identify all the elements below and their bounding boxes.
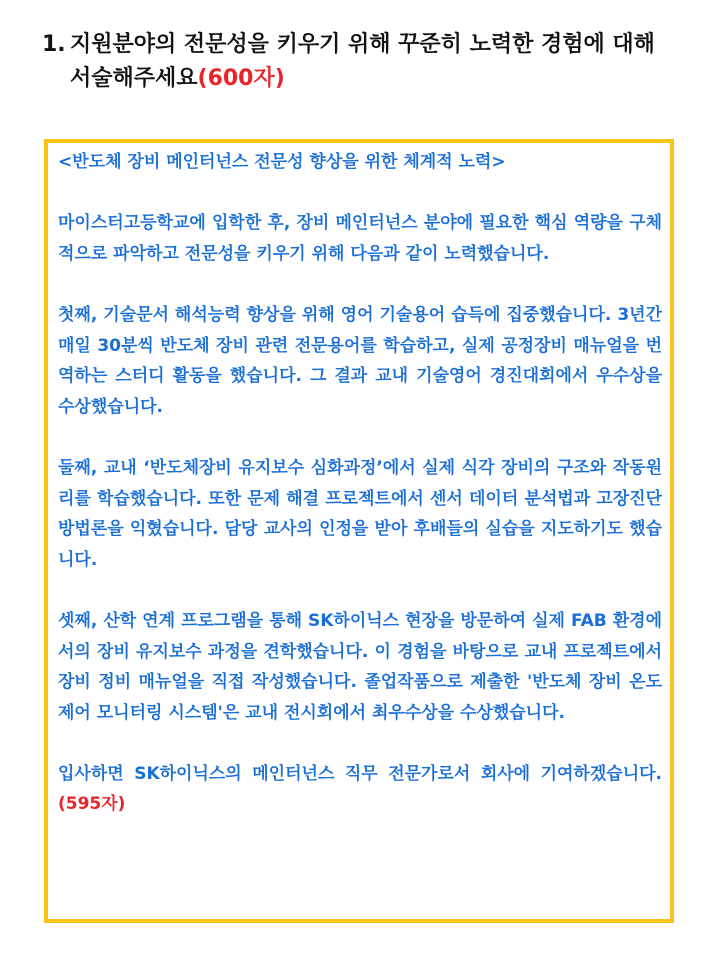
answer-heading: <반도체 장비 메인터넌스 전문성 향상을 위한 체계적 노력> <box>58 152 506 172</box>
question-number: 1. <box>42 32 66 57</box>
answer-closing-text: 입사하면 SK하이닉스의 메인터넌스 직무 전문가로서 회사에 기여하겠습니다. <box>58 763 662 784</box>
character-count: (595자) <box>58 794 126 815</box>
question-line-2-wrap <box>42 62 692 96</box>
answer-intro-paragraph: 마이스터고등학교에 입학한 후, 장비 메인터넌스 분야에 필요한 핵심 역량을 구체적으로 파악하고 전문성을 키우기 위해 다음과 같이 노력했습니다. <box>58 213 662 264</box>
question-title <box>42 28 692 96</box>
question-line-2: 서술해주세요 <box>70 66 198 91</box>
answer-first-paragraph: 첫째, 기술문서 해석능력 향상을 위해 영어 기술용어 습득에 집중했습니다. 3년간 매일 30분씩 반도체 장비 관련 전문용어를 학습하고, 실제 공정장비 매뉴얼을 번역하는 스터디 활동을 했습니다. 그 결과 교내 기술영어 경진대회에서 우수상을 수상했습니다. <box>58 304 662 417</box>
character-limit: (600자) <box>197 66 285 91</box>
answer-third-paragraph: 셋째, 산학 연계 프로그램을 통해 SK하이닉스 현장을 방문하여 실제 FAB 환경에서의 장비 유지보수 과정을 견학했습니다. 이 경험을 바탕으로 교내 프로젝트에서 장비 정비 매뉴얼을 직접 작성했습니다. 졸업작품으로 제출한 '반도체 장비 온도제어 모니터링 시스템'은 교내 전시회에서 최우수상을 수상했습니다. <box>58 610 662 723</box>
question-line-1: 지원분야의 전문성을 키우기 위해 꾸준히 노력한 경험에 대해 <box>70 32 655 57</box>
answer-text <box>58 147 662 820</box>
answer-closing-paragraph <box>58 759 662 820</box>
answer-second-paragraph: 둘째, 교내 ‘반도체장비 유지보수 심화과정’에서 실제 식각 장비의 구조와 작동원리를 학습했습니다. 또한 문제 해결 프로젝트에서 센서 데이터 분석법과 고장진단 방법론을 익혔습니다. 담당 교사의 인정을 받아 후배들의 실습을 지도하기도 했습니다. <box>58 457 662 570</box>
